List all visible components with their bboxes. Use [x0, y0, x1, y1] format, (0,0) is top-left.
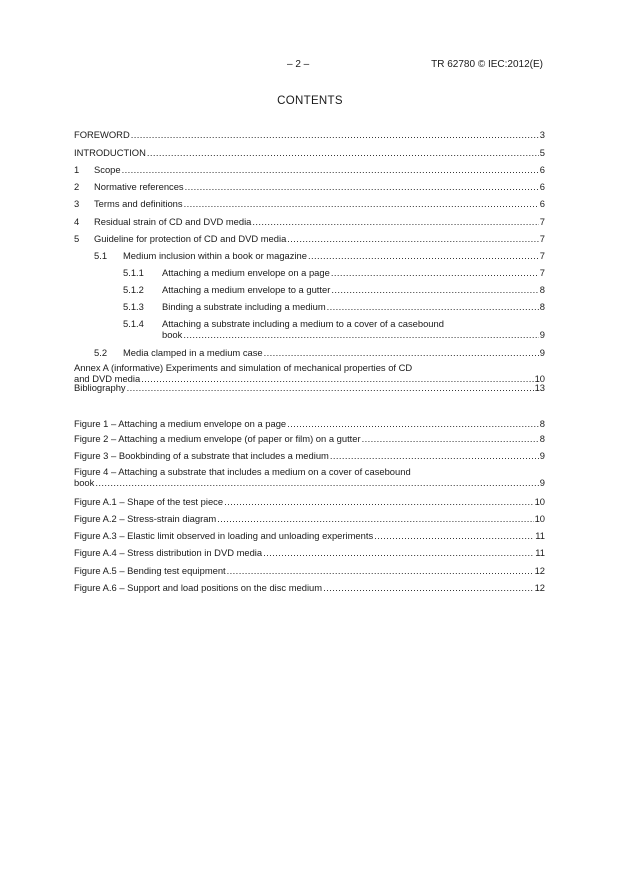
- toc-entry-text: Media clamped in a medium case: [123, 347, 263, 358]
- toc-entry-text: Scope: [94, 164, 121, 175]
- dot-leader: [183, 329, 538, 340]
- figure-entry-a5[interactable]: [74, 565, 545, 576]
- figure-entry-a4[interactable]: [74, 547, 545, 558]
- toc-entry-page: 5: [539, 147, 545, 158]
- toc-entry-page: 9: [539, 347, 545, 358]
- toc-entry-page: 10: [534, 373, 545, 384]
- figure-entry-text: Figure 4 – Attaching a substrate that includes a medium on a cover of casebound: [74, 466, 411, 477]
- figure-entry-text: Figure A.6 – Support and load positions on the disc medium: [74, 582, 323, 593]
- toc-entry-page: 8: [539, 301, 545, 312]
- dot-leader: [331, 267, 539, 278]
- toc-entry-guideline[interactable]: [74, 233, 545, 244]
- figure-entry-text-continued: book: [74, 477, 95, 488]
- toc-entry-text-continued: and DVD media: [74, 373, 141, 384]
- toc-entry-page: 6: [539, 198, 545, 209]
- dot-leader: [224, 496, 534, 507]
- toc-entry-text: Residual strain of CD and DVD media: [94, 216, 252, 227]
- toc-entry-number: 5: [74, 233, 80, 244]
- toc-entry-text: Attaching a medium envelope on a page: [162, 267, 330, 278]
- figure-entry-text: Figure A.1 – Shape of the test piece: [74, 496, 224, 507]
- dot-leader: [323, 582, 533, 593]
- figure-entry-page: 10: [534, 496, 545, 507]
- dot-leader: [374, 530, 534, 541]
- toc-entry-text: Attaching a substrate including a medium to a cover of a casebound: [162, 318, 444, 329]
- dot-leader: [217, 513, 533, 524]
- toc-entry-normative-references[interactable]: [74, 181, 545, 192]
- figure-entry-page: 11: [535, 530, 545, 541]
- toc-entry-5-1-4[interactable]: [123, 318, 545, 340]
- toc-entry-foreword[interactable]: [74, 129, 545, 140]
- contents-title: CONTENTS: [277, 95, 343, 107]
- dot-leader: [95, 477, 538, 488]
- toc-entry-number: 3: [74, 198, 80, 209]
- toc-entry-page: 13: [534, 382, 545, 393]
- toc-entry-text: Attaching a medium envelope to a gutter: [162, 284, 331, 295]
- toc-entry-scope[interactable]: [74, 164, 545, 175]
- toc-entry-page: 3: [539, 129, 545, 140]
- figure-entry-2[interactable]: [74, 433, 545, 444]
- dot-leader: [308, 250, 539, 261]
- figure-entry-text: Figure A.4 – Stress distribution in DVD media: [74, 547, 263, 558]
- toc-entry-number: 2: [74, 181, 80, 192]
- toc-entry-residual-strain[interactable]: [74, 216, 545, 227]
- figure-entry-3[interactable]: [74, 450, 545, 461]
- figure-entry-page: 8: [539, 433, 545, 444]
- toc-entry-number: 5.1.2: [123, 284, 144, 295]
- figure-entry-page: 9: [539, 450, 545, 461]
- toc-entry-page: 8: [539, 284, 545, 295]
- figure-entry-text: Figure A.2 – Stress-strain diagram: [74, 513, 217, 524]
- toc-entry-text: Bibliography: [74, 382, 126, 393]
- toc-entry-number: 5.1: [94, 250, 108, 261]
- toc-entry-text: Medium inclusion within a book or magazine: [123, 250, 307, 261]
- toc-entry-number: 5.1.3: [123, 301, 144, 312]
- toc-entry-bibliography[interactable]: [74, 382, 545, 393]
- toc-entry-text-continued: book: [162, 329, 183, 340]
- dot-leader: [252, 216, 538, 227]
- dot-leader: [327, 301, 539, 312]
- toc-entry-page: 7: [539, 216, 545, 227]
- toc-entry-5-1-1[interactable]: [123, 267, 545, 278]
- dot-leader: [287, 418, 539, 429]
- toc-entry-number: 4: [74, 216, 80, 227]
- dot-leader: [264, 347, 539, 358]
- figure-entry-text: Figure 2 – Attaching a medium envelope (of paper or film) on a gutter: [74, 433, 361, 444]
- toc-entry-number: 5.1.1: [123, 267, 144, 278]
- dot-leader: [185, 181, 539, 192]
- dot-leader: [131, 129, 539, 140]
- toc-entry-text: FOREWORD: [74, 129, 130, 140]
- figure-entry-page: 12: [534, 582, 545, 593]
- toc-entry-text: Normative references: [94, 181, 184, 192]
- dot-leader: [287, 233, 538, 244]
- figure-entry-1[interactable]: [74, 418, 545, 429]
- figure-entry-a2[interactable]: [74, 513, 545, 524]
- document-reference: TR 62780 © IEC:2012(E): [431, 59, 543, 70]
- page-number: – 2 –: [287, 59, 310, 70]
- toc-entry-page: 9: [539, 329, 545, 340]
- toc-entry-page: 6: [539, 181, 545, 192]
- figure-entry-a6[interactable]: [74, 582, 545, 593]
- toc-entry-text: Terms and definitions: [94, 198, 183, 209]
- figure-entry-text: Figure A.5 – Bending test equipment: [74, 565, 226, 576]
- figure-entry-a1[interactable]: [74, 496, 545, 507]
- dot-leader: [263, 547, 534, 558]
- toc-entry-page: 7: [539, 267, 545, 278]
- figure-entry-text: Figure A.3 – Elastic limit observed in loading and unloading experiments: [74, 530, 374, 541]
- dot-leader: [330, 450, 539, 461]
- toc-entry-number: 5.2: [94, 347, 108, 358]
- toc-entry-text: INTRODUCTION: [74, 147, 146, 158]
- toc-entry-page: 7: [539, 250, 545, 261]
- toc-entry-number: 5.1.4: [123, 318, 144, 329]
- toc-entry-introduction[interactable]: [74, 147, 545, 158]
- figure-entry-page: 11: [535, 547, 545, 558]
- figure-entry-4[interactable]: [74, 466, 545, 488]
- dot-leader: [184, 198, 539, 209]
- figure-entry-page: 8: [539, 418, 545, 429]
- dot-leader: [331, 284, 538, 295]
- figure-entry-page: 12: [534, 565, 545, 576]
- toc-entry-5-1-3[interactable]: [123, 301, 545, 312]
- dot-leader: [127, 382, 534, 393]
- toc-entry-text: Annex A (informative) Experiments and simulation of mechanical properties of CD: [74, 362, 413, 373]
- figure-entry-page: 10: [534, 513, 545, 524]
- figure-entry-page: 9: [539, 477, 545, 488]
- toc-entry-page: 6: [539, 164, 545, 175]
- toc-entry-text: Guideline for protection of CD and DVD media: [94, 233, 287, 244]
- dot-leader: [362, 433, 539, 444]
- dot-leader: [227, 565, 534, 576]
- toc-entry-annex-a[interactable]: [74, 362, 545, 384]
- figure-entry-a3[interactable]: [74, 530, 545, 541]
- figure-entry-text: Figure 3 – Bookbinding of a substrate that includes a medium: [74, 450, 329, 461]
- toc-entry-number: 1: [74, 164, 80, 175]
- toc-entry-text: Binding a substrate including a medium: [162, 301, 326, 312]
- toc-entry-5-1[interactable]: [94, 250, 545, 261]
- dot-leader: [147, 147, 539, 158]
- toc-entry-5-2[interactable]: [94, 347, 545, 358]
- figure-entry-text: Figure 1 – Attaching a medium envelope on a page: [74, 418, 287, 429]
- toc-entry-5-1-2[interactable]: [123, 284, 545, 295]
- dot-leader: [122, 164, 539, 175]
- toc-entry-page: 7: [539, 233, 545, 244]
- toc-entry-terms-definitions[interactable]: [74, 198, 545, 209]
